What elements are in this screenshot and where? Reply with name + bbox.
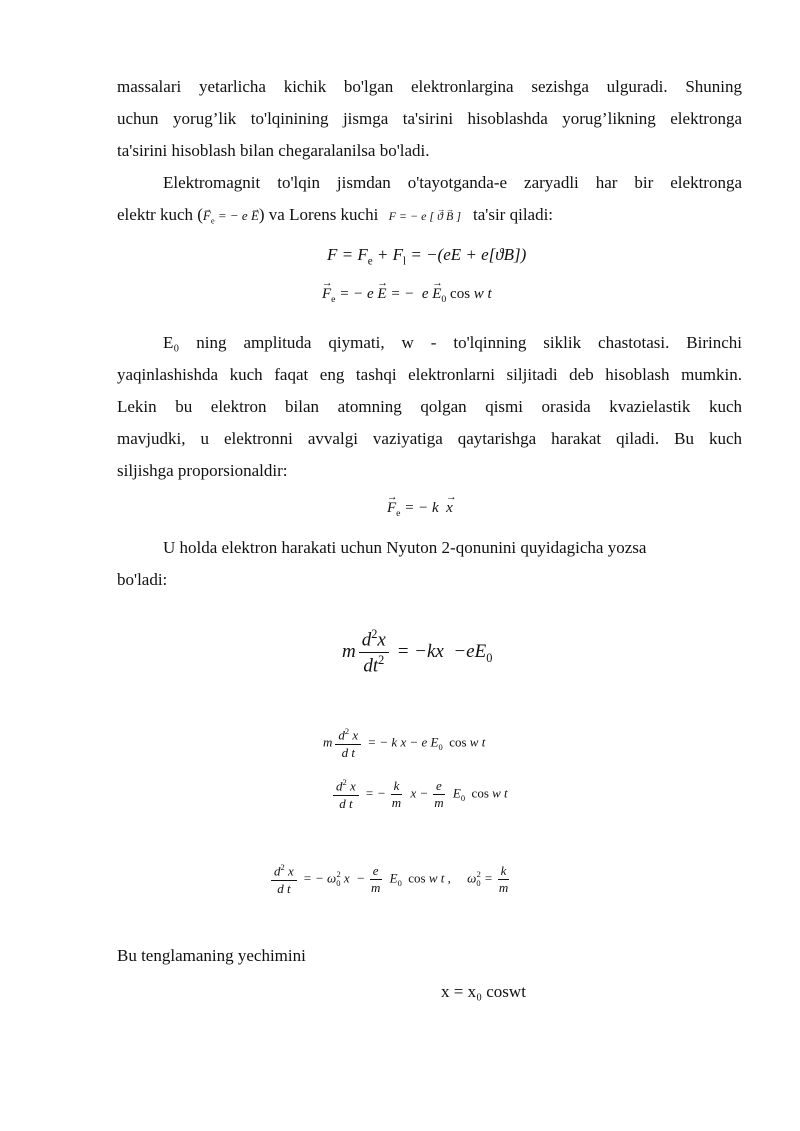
text-line: uchun yorug’lik to'lqinining jismga ta'sirini hisoblashda yorug’likning elektronga — [117, 109, 742, 128]
text-line: massalari yetarlicha kichik bo'lgan elektronlargina sezishga ulguradi. Shuning — [117, 77, 742, 96]
text-line: siljishga proporsionaldir: — [117, 461, 288, 480]
text-line: yaqinlashishda kuch faqat eng tashqi elektronlarni siljitadi deb hisoblash mumkin. — [117, 365, 742, 384]
text-line: ta'sirini hisoblash bilan chegaralanilsa bo'ladi. — [117, 141, 430, 160]
equation-elastic-force: → $F_e$ = − k → x — [387, 500, 453, 519]
paragraph-intro — [117, 71, 742, 167]
paragraph-amplitude — [117, 327, 742, 487]
equation-oscillator: $\frac{d^2 x}{\text{d t}}$ = − $\omega_0^2$ x − $\frac{e}{m}$ $E_0$ cos w t , $\omega_0^2$ = $\frac{k}{m}$ — [268, 863, 514, 896]
equation-divided: $\frac{d^2 x}{\text{d t}}$ = − $\frac{k}{m}$ x − $\frac{e}{m}$ $E_0$ cos w t — [330, 778, 508, 811]
text-line: mavjudki, u elektronni avvalgi vaziyatiga qaytarishga harakat qiladi. Bu kuch — [117, 429, 742, 448]
equation-newton-main: m $\frac{d^2x}{dt^2}$ = $-kx -eE_0$ — [342, 627, 493, 677]
equation-newton-cos: m $\frac{d^2 x}{\text{d t}}$ = − k x − e $E_0$ cos w t — [323, 726, 486, 760]
text-fragment: ) va Lorens kuchi — [258, 205, 379, 224]
paragraph-force-line — [117, 199, 553, 237]
equation-electric-force: → $F_e$ = − e → E = − $e \to E_0$ cos w t — [322, 286, 492, 305]
text-fragment: ta'sir qiladi: — [473, 205, 554, 224]
electric-force-formula: → $F_e$ = − e → E — [203, 208, 259, 223]
text-line: Lekin bu elektron bilan atomning qolgan qismi orasida kvazielastik kuch — [117, 397, 742, 416]
text-line: Elektromagnit to'lqin jismdan o'tayotganda-e zaryadli har bir elektronga — [163, 173, 742, 192]
text-fragment: elektr kuch ( — [117, 205, 203, 224]
paragraph-newton-line1: U holda elektron harakati uchun Nyuton 2-qonunini quyidagicha yozsa — [163, 538, 647, 557]
paragraph-newton-line2: bo'ladi: — [117, 570, 168, 589]
lorentz-force-formula: F = − e [ → ϑ → B ] — [389, 209, 461, 223]
text-line: E₀ ning amplituda qiymati, w - to'lqinning siklik chastotasi. Birinchi — [163, 333, 742, 352]
paragraph-solution: Bu tenglamaning yechimini — [117, 946, 306, 965]
equation-total-force: $F = F_e + F_l = -(eE + e[ϑB])$ — [327, 245, 527, 268]
solution-formula: x = x₀ coswt — [441, 982, 526, 1001]
